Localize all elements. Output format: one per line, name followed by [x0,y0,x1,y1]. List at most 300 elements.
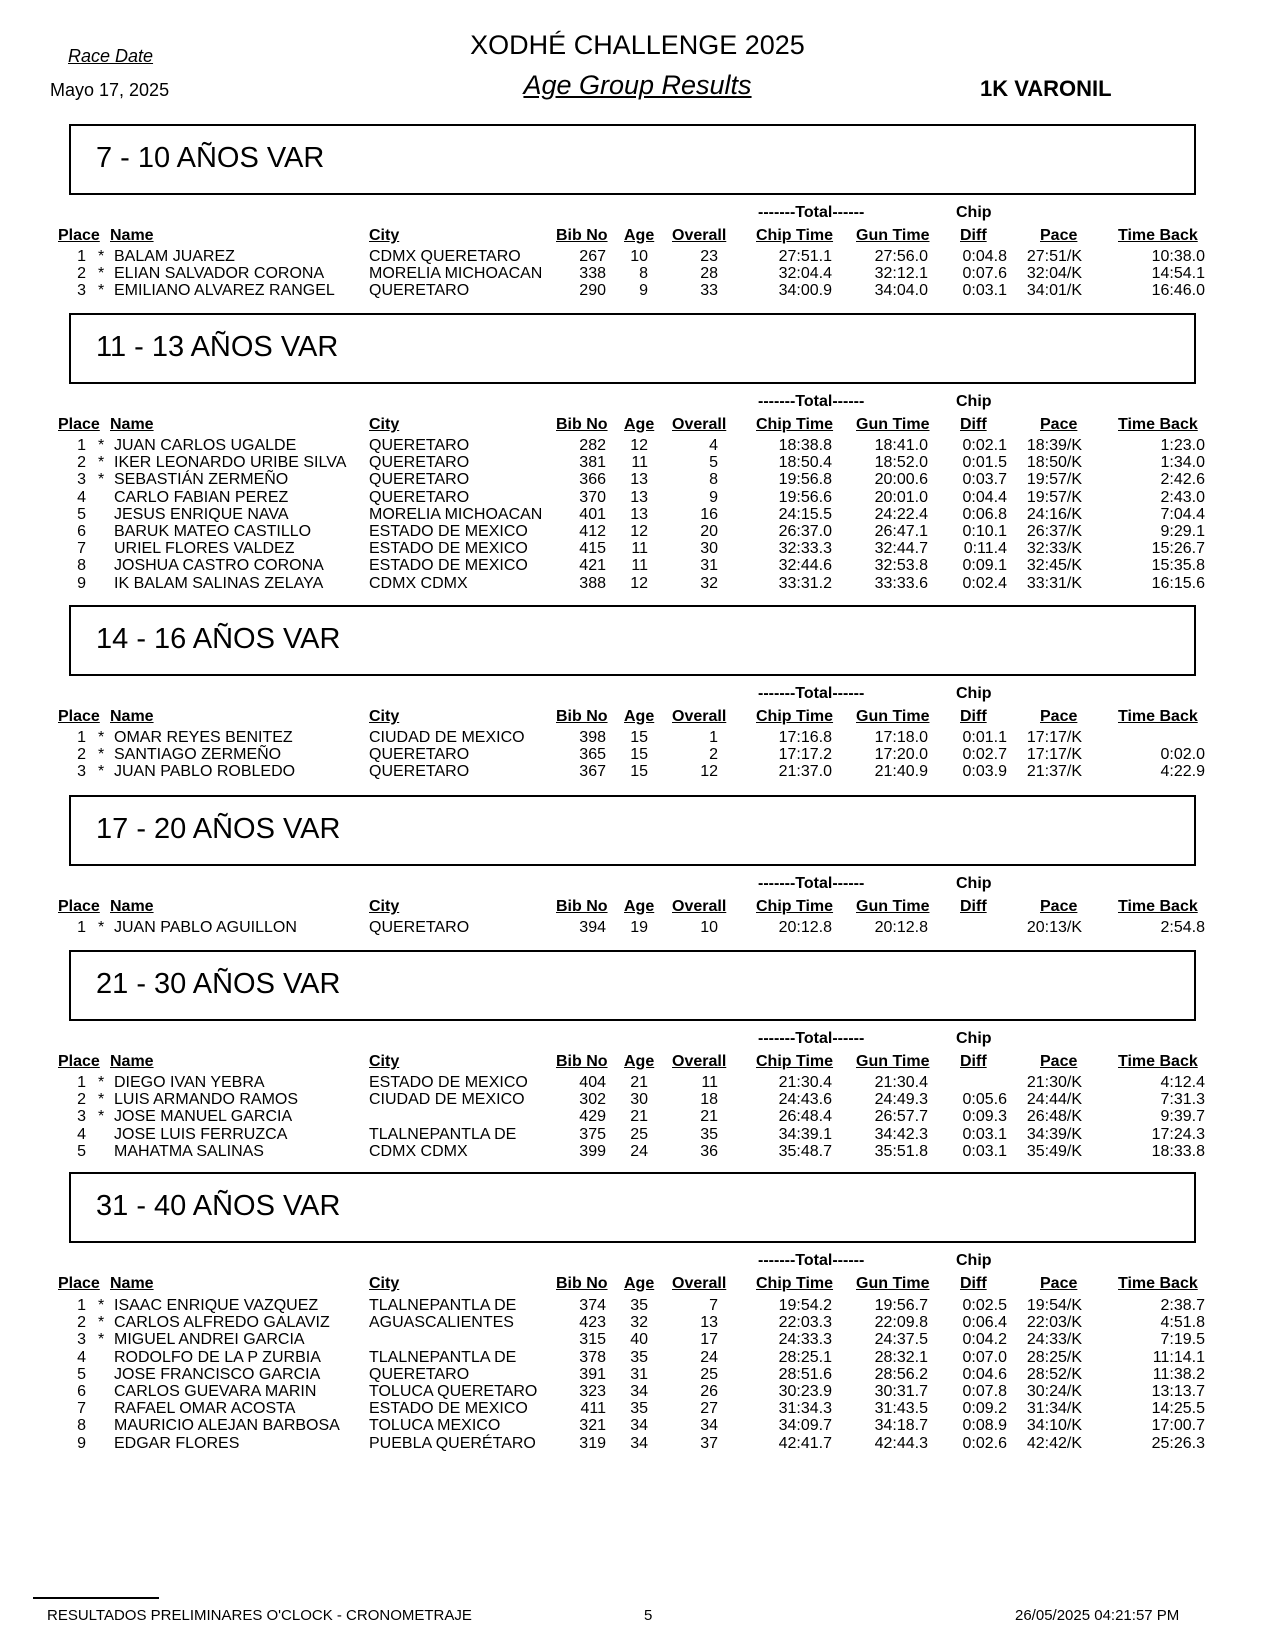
cell-chip: 26:48.4 [778,1108,832,1126]
cell-name: EMILIANO ALVAREZ RANGEL [114,282,335,300]
cell-chip: 42:41.7 [778,1434,832,1452]
cell-overall: 2 [709,746,718,764]
total-header: -------Total------ [758,393,865,410]
column-header-time-back: Time Back [1118,416,1198,433]
cell-overall: 24 [700,1348,718,1366]
cell-name: JOSE FRANCISCO GARCIA [114,1365,321,1383]
result-row [0,1366,1275,1383]
cell-diff: 0:02.1 [962,437,1007,454]
column-header-age: Age [624,416,655,433]
cell-bib: 375 [579,1125,606,1143]
age-group-header [69,795,1196,866]
cell-overall: 26 [700,1383,718,1400]
cell-city: QUERETARO [369,282,470,300]
cell-place: 6 [77,1383,86,1400]
footer-timestamp: 26/05/2025 04:21:57 PM [1015,1607,1180,1624]
cell-diff: 0:03.1 [962,282,1007,300]
cell-bib: 423 [579,1314,606,1332]
cell-city: CIUDAD DE MEXICO [369,1091,525,1109]
cell-gun: 32:53.8 [874,557,928,575]
result-row [0,1331,1275,1348]
cell-age: 11 [631,454,648,472]
cell-place: 6 [77,523,86,540]
cell-place: 7 [77,1400,86,1418]
cell-city: QUERETARO [369,454,470,472]
column-header-pace: Pace [1040,1275,1078,1292]
cell-diff: 0:06.8 [962,505,1007,523]
column-header-bib: Bib No [556,416,608,433]
cell-city: TLALNEPANTLA DE [369,1125,517,1143]
cell-back: 16:46.0 [1151,282,1205,300]
cell-bib: 401 [579,505,606,523]
column-header-overall: Overall [672,416,727,433]
cell-bib: 290 [579,282,606,300]
cell-gun: 24:22.4 [874,505,928,523]
cell-overall: 5 [709,454,718,472]
result-row [0,919,1275,936]
cell-diff: 0:10.1 [962,523,1007,540]
cell-name: JOSHUA CASTRO CORONA [114,557,324,575]
cell-bib: 338 [579,265,606,283]
cell-age: 13 [630,488,648,506]
cell-place: 3 [77,1331,86,1349]
cell-overall: 7 [709,1297,718,1314]
cell-chip: 21:30.4 [778,1074,832,1091]
cell-chip: 30:23.9 [778,1383,832,1400]
cell-age: 25 [630,1125,648,1143]
cell-chip: 32:44.6 [778,557,832,575]
cell-name: CARLOS ALFREDO GALAVIZ [114,1314,330,1332]
cell-pace: 32:45/K [1026,557,1082,575]
cell-overall: 30 [700,540,718,558]
race-date-label: Race Date [68,46,154,66]
cell-age: 30 [630,1091,648,1109]
cell-diff: 0:09.2 [962,1400,1007,1418]
total-header: -------Total------ [758,685,865,702]
cell-star: * [98,746,105,764]
result-row [0,437,1275,454]
cell-pace: 26:48/K [1026,1108,1082,1126]
cell-city: CIUDAD DE MEXICO [369,729,525,746]
cell-bib: 370 [579,488,606,506]
cell-name: MIGUEL ANDREI GARCIA [114,1331,305,1349]
column-header-chip-time: Chip Time [756,416,834,433]
cell-gun: 34:18.7 [874,1417,928,1435]
cell-back: 0:02.0 [1160,746,1205,764]
column-header-name: Name [110,416,154,433]
cell-pace: 34:01/K [1026,282,1082,300]
cell-place: 3 [77,282,86,300]
cell-bib: 415 [579,540,606,558]
cell-chip: 33:31.2 [778,574,832,592]
column-header-place: Place [58,416,100,433]
cell-back: 13:13.7 [1151,1383,1205,1400]
cell-name: SEBASTIÁN ZERMEÑO [114,471,289,489]
cell-city: MORELIA MICHOACAN [369,265,543,283]
column-header-place: Place [58,227,100,244]
cell-city: PUEBLA QUERÉTARO [369,1434,536,1452]
result-row [0,523,1275,540]
total-header: -------Total------ [758,1030,865,1047]
cell-bib: 367 [579,763,606,781]
result-row [0,265,1275,282]
cell-name: LUIS ARMANDO RAMOS [114,1091,299,1109]
cell-age: 34 [630,1434,648,1452]
cell-back: 25:26.3 [1151,1434,1205,1452]
cell-back: 1:34.0 [1160,454,1205,472]
cell-bib: 267 [579,248,606,265]
cell-gun: 33:33.6 [874,574,928,592]
cell-name: CARLOS GUEVARA MARIN [114,1383,317,1400]
cell-name: SANTIAGO ZERMEÑO [114,746,282,764]
column-header-age: Age [624,1275,655,1292]
chip-header: Chip [956,1252,992,1269]
cell-diff: 0:05.6 [962,1091,1007,1109]
cell-place: 5 [77,1142,86,1160]
column-header-gun-time: Gun Time [856,416,930,433]
cell-chip: 24:43.6 [778,1091,832,1109]
cell-age: 12 [630,437,648,454]
column-header-pace: Pace [1040,708,1078,725]
result-row [0,1074,1275,1091]
cell-overall: 21 [700,1108,718,1126]
cell-city: TOLUCA QUERETARO [369,1383,538,1400]
column-header-pace: Pace [1040,416,1078,433]
column-header-bib: Bib No [556,898,608,915]
column-header-chip-time: Chip Time [756,1275,834,1292]
cell-gun: 24:49.3 [874,1091,928,1109]
cell-diff: 0:04.2 [962,1331,1007,1349]
column-header-bib: Bib No [556,1053,608,1070]
cell-overall: 37 [700,1434,718,1452]
cell-chip: 21:37.0 [778,763,832,781]
column-header-age: Age [624,898,655,915]
age-group-header [69,950,1196,1021]
cell-name: BALAM JUAREZ [114,248,235,265]
cell-place: 1 [77,248,86,265]
cell-back: 2:43.0 [1160,488,1205,506]
column-header-city: City [369,1275,400,1292]
result-row [0,1435,1275,1452]
cell-city: QUERETARO [369,437,470,454]
cell-city: QUERETARO [369,1365,470,1383]
cell-bib: 398 [579,729,606,746]
cell-pace: 28:52/K [1026,1365,1082,1383]
cell-place: 1 [77,1297,86,1314]
cell-age: 15 [630,746,648,764]
cell-overall: 27 [700,1400,718,1418]
result-row [0,1143,1275,1160]
cell-age: 31 [630,1365,648,1383]
cell-star: * [98,1074,105,1091]
cell-bib: 321 [579,1417,606,1435]
cell-name: JOSE MANUEL GARCIA [114,1108,293,1126]
cell-gun: 28:56.2 [874,1365,928,1383]
cell-name: IKER LEONARDO URIBE SILVA [114,454,347,472]
cell-back: 4:12.4 [1160,1074,1205,1091]
column-header-name: Name [110,898,154,915]
cell-star: * [98,763,105,781]
cell-star: * [98,454,105,472]
cell-age: 21 [630,1074,648,1091]
cell-pace: 22:03/K [1026,1314,1082,1332]
cell-back: 14:54.1 [1151,265,1205,283]
cell-city: ESTADO DE MEXICO [369,540,528,558]
column-header-city: City [369,416,400,433]
cell-star: * [98,1091,105,1109]
cell-place: 4 [77,1348,86,1366]
cell-diff: 0:02.7 [962,746,1007,764]
chip-header: Chip [956,685,992,702]
cell-city: ESTADO DE MEXICO [369,1400,528,1418]
cell-place: 9 [77,574,86,592]
cell-pace: 33:31/K [1026,574,1082,592]
cell-star: * [98,437,105,454]
cell-star: * [98,471,105,489]
cell-chip: 20:12.8 [778,919,832,936]
cell-place: 3 [77,471,86,489]
cell-name: ELIAN SALVADOR CORONA [114,265,325,283]
cell-diff: 0:06.4 [962,1314,1007,1332]
cell-age: 12 [630,523,648,540]
result-row [0,1126,1275,1143]
cell-city: AGUASCALIENTES [369,1314,514,1332]
cell-chip: 27:51.1 [778,248,832,265]
cell-gun: 31:43.5 [874,1400,928,1418]
cell-gun: 32:12.1 [874,265,928,283]
cell-overall: 28 [700,265,718,283]
cell-gun: 34:04.0 [874,282,928,300]
cell-name: BARUK MATEO CASTILLO [114,523,312,540]
cell-pace: 19:54/K [1026,1297,1082,1314]
column-header-place: Place [58,1275,100,1292]
cell-back: 14:25.5 [1151,1400,1205,1418]
cell-gun: 19:56.7 [874,1297,928,1314]
cell-place: 7 [77,540,86,558]
result-row [0,746,1275,763]
cell-back: 4:51.8 [1160,1314,1205,1332]
cell-chip: 28:51.6 [778,1365,832,1383]
age-group-title: 14 - 16 AÑOS VAR [96,623,341,655]
cell-bib: 302 [579,1091,606,1109]
cell-overall: 9 [709,488,718,506]
cell-chip: 34:09.7 [778,1417,832,1435]
cell-diff: 0:09.1 [962,557,1007,575]
cell-back: 17:00.7 [1151,1417,1205,1435]
cell-overall: 13 [700,1314,718,1332]
cell-age: 12 [630,574,648,592]
cell-back: 1:23.0 [1160,437,1205,454]
cell-star: * [98,282,105,300]
cell-diff: 0:02.5 [962,1297,1007,1314]
age-group-header [69,124,1196,195]
cell-bib: 421 [579,557,606,575]
cell-overall: 20 [700,523,718,540]
cell-name: RAFAEL OMAR ACOSTA [114,1400,296,1418]
cell-place: 8 [77,1417,86,1435]
column-header-age: Age [624,1053,655,1070]
cell-overall: 8 [709,471,718,489]
cell-overall: 23 [700,248,718,265]
age-group-title: 31 - 40 AÑOS VAR [96,1190,341,1222]
cell-pace: 30:24/K [1026,1383,1082,1400]
cell-diff: 0:07.6 [962,265,1007,283]
cell-chip: 22:03.3 [778,1314,832,1332]
cell-bib: 388 [579,574,606,592]
cell-overall: 11 [701,1074,718,1091]
column-header-name: Name [110,708,154,725]
cell-age: 32 [630,1314,648,1332]
cell-star: * [98,1297,105,1314]
cell-place: 4 [77,1125,86,1143]
cell-chip: 34:39.1 [778,1125,832,1143]
cell-back: 9:39.7 [1160,1108,1205,1126]
cell-place: 1 [77,1074,86,1091]
column-header-pace: Pace [1040,227,1078,244]
cell-chip: 19:54.2 [778,1297,832,1314]
column-header-name: Name [110,227,154,244]
cell-back: 7:31.3 [1160,1091,1205,1109]
cell-overall: 12 [700,763,718,781]
cell-name: MAURICIO ALEJAN BARBOSA [114,1417,340,1435]
cell-diff: 0:03.7 [962,471,1007,489]
cell-back: 17:24.3 [1151,1125,1205,1143]
cell-overall: 4 [709,437,718,454]
cell-gun: 21:40.9 [874,763,928,781]
cell-diff: 0:04.8 [962,248,1007,265]
cell-gun: 20:01.0 [874,488,928,506]
result-row [0,489,1275,506]
result-row [0,506,1275,523]
cell-age: 35 [630,1348,648,1366]
cell-overall: 35 [700,1125,718,1143]
cell-age: 10 [630,248,648,265]
cell-place: 2 [77,265,86,283]
result-row [0,282,1275,299]
cell-age: 34 [630,1417,648,1435]
cell-pace: 20:13/K [1026,919,1082,936]
cell-chip: 24:33.3 [778,1331,832,1349]
column-header-overall: Overall [672,227,727,244]
cell-age: 15 [630,763,648,781]
cell-gun: 21:30.4 [874,1074,928,1091]
cell-pace: 26:37/K [1026,523,1082,540]
cell-star: * [98,265,105,283]
cell-chip: 32:33.3 [778,540,832,558]
cell-age: 35 [630,1297,648,1314]
cell-overall: 18 [700,1091,718,1109]
cell-gun: 18:52.0 [874,454,928,472]
cell-bib: 391 [579,1365,606,1383]
cell-bib: 366 [579,471,606,489]
cell-pace: 34:39/K [1026,1125,1082,1143]
cell-chip: 19:56.8 [778,471,832,489]
column-header-diff: Diff [960,227,987,244]
cell-place: 4 [77,488,86,506]
column-header-diff: Diff [960,1053,987,1070]
cell-bib: 365 [579,746,606,764]
cell-gun: 26:57.7 [874,1108,928,1126]
cell-name: URIEL FLORES VALDEZ [114,540,295,558]
chip-header: Chip [956,204,992,221]
cell-diff: 0:03.1 [962,1142,1007,1160]
cell-city: QUERETARO [369,488,470,506]
cell-bib: 378 [579,1348,606,1366]
column-header-overall: Overall [672,1275,727,1292]
cell-city: QUERETARO [369,763,470,781]
cell-back: 11:14.1 [1152,1348,1205,1366]
column-header-gun-time: Gun Time [856,1275,930,1292]
cell-gun: 42:44.3 [874,1434,928,1452]
cell-place: 1 [77,919,86,936]
cell-bib: 315 [579,1331,606,1349]
cell-bib: 282 [579,437,606,454]
cell-overall: 25 [700,1365,718,1383]
page-subtitle: Age Group Results [523,70,752,100]
column-header-diff: Diff [960,416,987,433]
cell-place: 3 [77,763,86,781]
cell-pace: 31:34/K [1026,1400,1082,1418]
cell-pace: 19:57/K [1026,471,1082,489]
cell-back: 18:33.8 [1151,1142,1205,1160]
cell-chip: 18:38.8 [778,437,832,454]
cell-age: 35 [630,1400,648,1418]
cell-pace: 34:10/K [1026,1417,1082,1435]
race-category: 1K VARONIL [980,76,1112,101]
age-group-header [69,313,1196,384]
cell-age: 19 [630,919,648,936]
cell-place: 5 [77,505,86,523]
age-group-title: 7 - 10 AÑOS VAR [96,142,325,174]
cell-pace: 28:25/K [1026,1348,1082,1366]
cell-name: JUAN PABLO AGUILLON [114,919,297,936]
cell-gun: 26:47.1 [874,523,928,540]
cell-city: CDMX CDMX [369,574,468,592]
cell-place: 1 [77,729,86,746]
cell-star: * [98,919,105,936]
cell-gun: 20:00.6 [874,471,928,489]
cell-pace: 35:49/K [1026,1142,1082,1160]
column-header-name: Name [110,1053,154,1070]
cell-name: RODOLFO DE LA P ZURBIA [114,1348,321,1366]
cell-overall: 32 [700,574,718,592]
cell-chip: 32:04.4 [778,265,832,283]
column-header-gun-time: Gun Time [856,708,930,725]
cell-name: JUAN PABLO ROBLEDO [114,763,296,781]
cell-name: JESUS ENRIQUE NAVA [114,505,289,523]
cell-pace: 24:33/K [1026,1331,1082,1349]
cell-age: 8 [639,265,648,283]
cell-diff: 0:07.8 [962,1383,1007,1400]
column-header-chip-time: Chip Time [756,898,834,915]
cell-place: 3 [77,1108,86,1126]
cell-name: OMAR REYES BENITEZ [114,729,293,746]
column-header-chip-time: Chip Time [756,1053,834,1070]
cell-diff: 0:11.4 [963,540,1007,558]
cell-bib: 429 [579,1108,606,1126]
cell-diff: 0:04.4 [962,488,1007,506]
cell-city: ESTADO DE MEXICO [369,557,528,575]
cell-diff: 0:07.0 [962,1348,1007,1366]
cell-gun: 20:12.8 [874,919,928,936]
cell-place: 5 [77,1365,86,1383]
column-header-age: Age [624,227,655,244]
cell-back: 2:42.6 [1160,471,1205,489]
cell-gun: 32:44.7 [874,540,928,558]
column-header-diff: Diff [960,1275,987,1292]
cell-age: 13 [630,471,648,489]
column-header-overall: Overall [672,898,727,915]
